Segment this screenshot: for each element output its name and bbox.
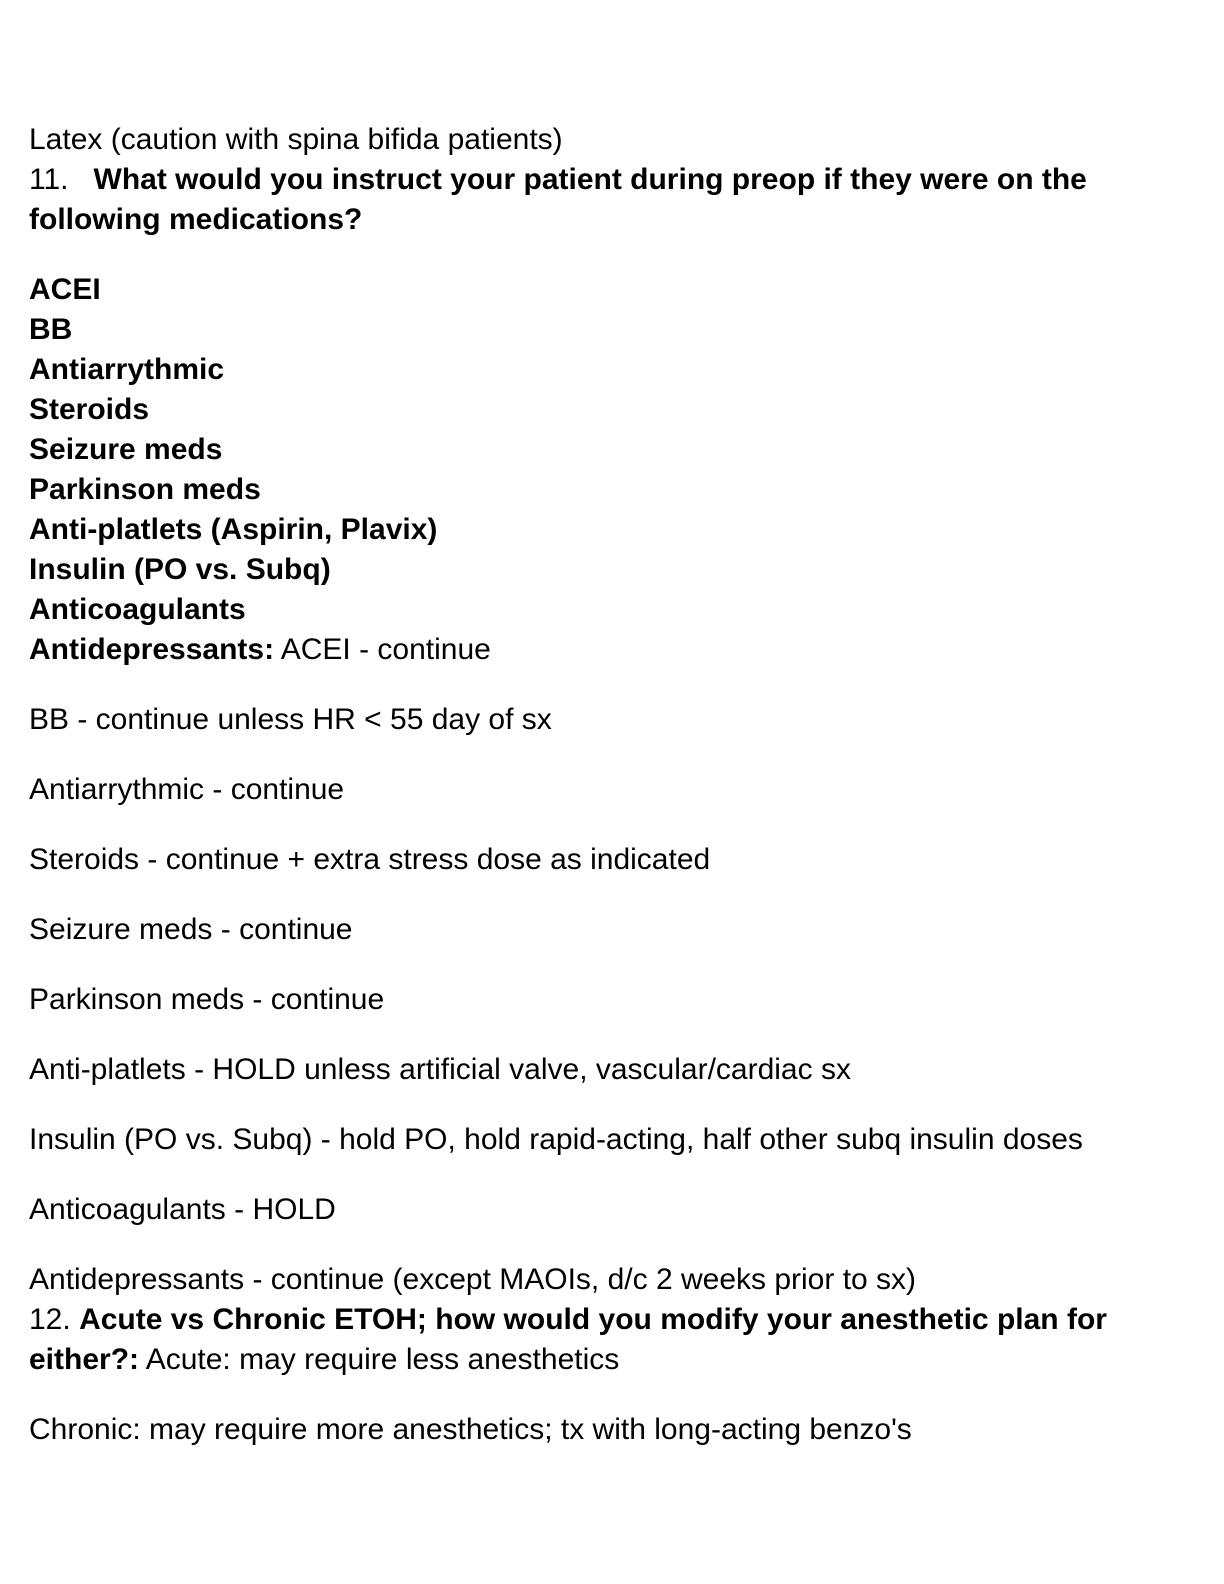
medication-item: Anticoagulants — [29, 593, 246, 626]
answer-item: Seizure meds - continue — [29, 913, 353, 946]
answer-item: Anti-platlets - HOLD unless artificial valve, vascular/cardiac sx — [29, 1053, 851, 1086]
answer-item: Anticoagulants - HOLD — [29, 1193, 336, 1226]
document-page — [29, 120, 1199, 1450]
last-medication-label: Antidepressants: — [29, 633, 275, 666]
question-12 — [29, 1300, 1199, 1380]
intro-line: Latex (caution with spina bifida patients) — [29, 123, 563, 156]
medication-item-last — [29, 630, 1199, 670]
question-12-text: Acute vs Chronic ETOH; how would you modify your anesthetic plan for either?: — [29, 1303, 1107, 1376]
medication-list — [29, 270, 1199, 670]
medication-item: Steroids — [29, 393, 150, 426]
medication-item: Insulin (PO vs. Subq) — [29, 553, 331, 586]
answer-item: BB - continue unless HR < 55 day of sx — [29, 703, 552, 736]
first-answer: ACEI - continue — [280, 633, 491, 666]
question-11-number: 11. — [29, 163, 69, 196]
answer-item: Antidepressants - continue (except MAOIs, d/c 2 weeks prior to sx) — [29, 1263, 917, 1296]
answer-item: Insulin (PO vs. Subq) - hold PO, hold rapid-acting, half other subq insulin doses — [29, 1123, 1083, 1156]
answer-item: Antiarrythmic - continue — [29, 773, 345, 806]
answer-item: Parkinson meds - continue — [29, 983, 385, 1016]
medication-item: ACEI — [29, 273, 101, 306]
medication-item: Seizure meds — [29, 433, 223, 466]
question-11-text: What would you instruct your patient during preop if they were on the following medications? — [29, 163, 1087, 236]
medication-item: Parkinson meds — [29, 473, 261, 506]
acute-answer: Acute: may require less anesthetics — [145, 1343, 620, 1376]
question-12-number: 12. — [29, 1303, 71, 1336]
medication-item: Anti-platlets (Aspirin, Plavix) — [29, 513, 438, 546]
medication-item: BB — [29, 313, 73, 346]
answer-item: Steroids - continue + extra stress dose as indicated — [29, 843, 711, 876]
medication-item: Antiarrythmic — [29, 353, 225, 386]
chronic-answer: Chronic: may require more anesthetics; tx with long-acting benzo's — [29, 1413, 912, 1446]
question-11 — [29, 160, 1199, 240]
